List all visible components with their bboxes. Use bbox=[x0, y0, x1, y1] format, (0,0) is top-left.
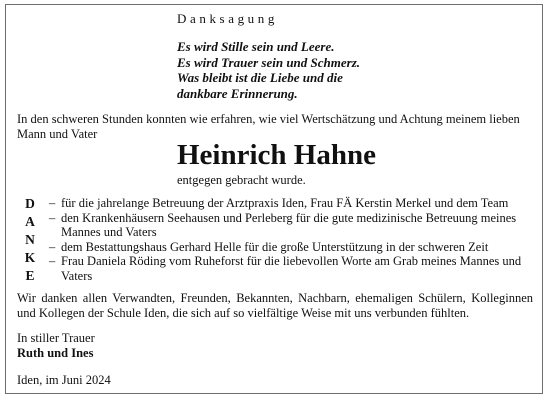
dash: – bbox=[49, 254, 56, 269]
thanks-item bbox=[49, 196, 539, 211]
thanks-item-text: für die jahrelange Betreuung der Arztpraxis Iden, Frau FÄ Kerstin Merkel und dem Team bbox=[61, 196, 509, 210]
danke-letter: E bbox=[25, 268, 35, 283]
danke-vertical bbox=[23, 195, 37, 285]
thanks-list bbox=[49, 196, 539, 284]
danke-letter: D bbox=[25, 196, 35, 211]
danke-letter: N bbox=[25, 232, 35, 247]
closing-line: In stiller Trauer bbox=[17, 331, 95, 345]
deceased-name: Heinrich Hahne bbox=[177, 139, 376, 171]
thanks-item-text: den Krankenhäusern Seehausen und Perleberg für die gute medizinische Betreuung meines Mannes und Vaters bbox=[61, 210, 517, 240]
dateline: Iden, im Juni 2024 bbox=[17, 373, 111, 387]
poem bbox=[177, 39, 360, 101]
notice-heading: Danksagung bbox=[177, 11, 278, 26]
signers: Ruth und Ines bbox=[17, 346, 94, 360]
poem-line: Es wird Trauer sein und Schmerz. bbox=[177, 54, 361, 70]
thanks-item bbox=[49, 240, 539, 255]
intro-paragraph: In den schweren Stunden konnten wie erfahren, wie viel Wertschätzung und Achtung meinem lieben Mann und Vater bbox=[17, 112, 520, 141]
poem-line: dankbare Erinnerung. bbox=[177, 85, 298, 101]
thanks-paragraph: Wir danken allen Verwandten, Freunden, Bekannten, Nachbarn, ehemaligen Schülern, Kolleginnen und Kollegen der Schule Iden, die sich auf so vielfältige Weise mit uns verbunden fühlten. bbox=[17, 291, 533, 320]
thanks-item bbox=[49, 254, 539, 283]
thanks-item-text: Frau Daniela Röding vom Ruheforst für die liebevollen Worte am Grab meines Mannes und Vaters bbox=[61, 254, 522, 283]
dash: – bbox=[49, 196, 56, 210]
after-name-text: entgegen gebracht wurde. bbox=[177, 173, 306, 187]
danke-letter: A bbox=[25, 214, 35, 229]
poem-line: Es wird Stille sein und Leere. bbox=[177, 39, 335, 54]
poem-line: Was bleibt ist die Liebe und die bbox=[177, 70, 343, 85]
thanks-item-text: dem Bestattungshaus Gerhard Helle für die große Unterstützung in der schweren Zeit bbox=[61, 239, 489, 254]
thanks-item bbox=[49, 211, 539, 240]
danke-letter: K bbox=[24, 250, 36, 265]
dash: – bbox=[49, 239, 56, 254]
dash: – bbox=[49, 210, 56, 225]
